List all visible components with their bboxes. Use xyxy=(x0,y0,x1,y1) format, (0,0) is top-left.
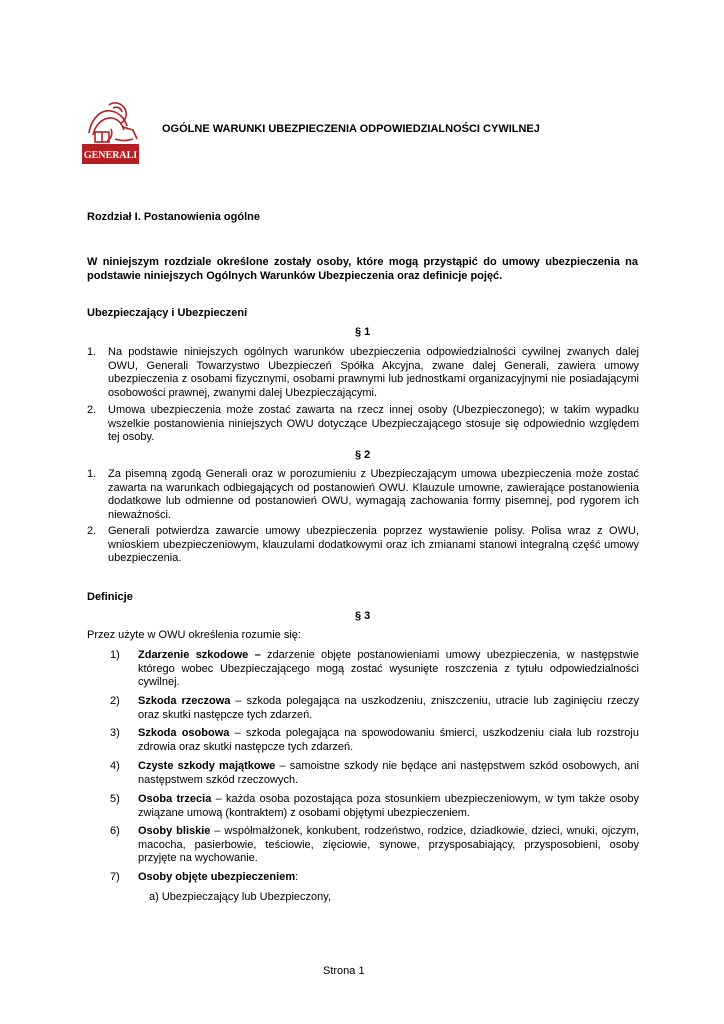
definition-term: Czyste szkody majątkowe xyxy=(138,760,276,772)
definition-item: 4) Czyste szkody majątkowe – samoistne szkody nie będące ani następstwem szkód osobowych, ani następstwem szkód rzeczowych. xyxy=(110,760,639,786)
list-item: 1. Za pisemną zgodą Generali oraz w porozumieniu z Ubezpieczającym umowa ubezpieczenia może zostać zawarta na warunkach odbiegających od postanowień OWU. Klauzule umowne, zawierające postanowienia dodatkowe lub odmienne od postanowień OWU, wymagają zachowania formy pisemnej, pod rygorem ich nieważności. xyxy=(87,468,639,521)
paragraph-mark-3: § 3 xyxy=(355,610,371,622)
generali-logo xyxy=(81,99,140,165)
definition-term: Zdarzenie szkodowe – xyxy=(138,649,261,661)
definition-item: 5) Osoba trzecia – każda osoba pozostająca poza stosunkiem ubezpieczeniowym, w tym także osoby związane umową (kontraktem) z osobami objętymi ubezpieczeniem. xyxy=(110,793,640,819)
definition-item: 1) Zdarzenie szkodowe – zdarzenie objęte postanowieniami umowy ubezpieczenia, w następstwie którego wobec Ubezpieczającego mogą zostać wysunięte roszczenia z tytułu odpowiedzialności cywilnej. xyxy=(110,649,639,688)
definition-item: 7) Osoby objęte ubezpieczeniem: xyxy=(110,871,299,883)
list-item: 2. Umowa ubezpieczenia może zostać zawarta na rzecz innej osoby (Ubezpieczonego); w takim wypadku wszelkie postanowienia niniejszych OWU dotyczące Ubezpieczającego stosuje się odpowiednio względem tej osoby. xyxy=(87,404,639,443)
paragraph-mark-1: § 1 xyxy=(355,326,371,338)
lion-icon xyxy=(81,99,140,165)
page-number: Strona 1 xyxy=(323,965,365,977)
definition-item: 3) Szkoda osobowa – szkoda polegająca na spowodowaniu śmierci, uszkodzeniu ciała lub rozstroju zdrowia oraz skutki następcze tych zdarzeń. xyxy=(110,727,639,753)
definition-term: Osoba trzecia xyxy=(138,793,212,805)
logo-wordmark: GENERALI xyxy=(83,150,138,161)
definitions-lead: Przez użyte w OWU określenia rozumie się: xyxy=(87,629,301,641)
definition-term: Szkoda rzeczowa xyxy=(138,695,231,707)
section-heading-insured: Ubezpieczający i Ubezpieczeni xyxy=(87,307,248,319)
definition-item: 6) Osoby bliskie – współmałżonek, konkubent, rodzeństwo, rodzice, dziadkowie, dzieci, wnuki, ojczym, macocha, pasierbowie, teściowie, zięciowie, synowe, przysposabiający, przysposobieni, osoby przyjęte na wychowanie. xyxy=(110,825,640,864)
chapter-intro: W niniejszym rozdziale określone zostały osoby, które mogą przystąpić do umowy ubezpieczenia na podstawie niniejszych Ogólnych Warunków Ubezpieczenia oraz definicje pojęć. xyxy=(87,256,638,282)
document-title: OGÓLNE WARUNKI UBEZPIECZENIA ODPOWIEDZIALNOŚCI CYWILNEJ xyxy=(162,123,540,135)
paragraph-mark-2: § 2 xyxy=(355,449,371,461)
definition-subitem: a) Ubezpieczający lub Ubezpieczony, xyxy=(149,891,331,903)
list-item: 2. Generali potwierdza zawarcie umowy ubezpieczenia poprzez wystawienie polisy. Polisa wraz z OWU, wnioskiem ubezpieczeniowym, klauzulami dodatkowymi oraz ich zmianami stanowi integralną część umowy ubezpieczenia. xyxy=(87,525,639,564)
definition-item: 2) Szkoda rzeczowa – szkoda polegająca na uszkodzeniu, zniszczeniu, utracie lub zaginięciu rzeczy oraz skutki następcze tych zdarzeń. xyxy=(110,695,639,721)
definition-term: Osoby objęte ubezpieczeniem xyxy=(138,871,296,883)
definition-term: Szkoda osobowa xyxy=(138,727,230,739)
chapter-title: Rozdział I. Postanowienia ogólne xyxy=(87,211,260,223)
list-item: 1. Na podstawie niniejszych ogólnych warunków ubezpieczenia odpowiedzialności cywilnej zwanych dalej OWU, Generali Towarzystwo Ubezpieczeń Spółka Akcyjna, zwane dalej Generali, zawiera umowy ubezpieczenia z osobami fizycznymi, osobami prawnymi lub jednostkami organizacyjnymi nie posiadającymi osobowości prawnej, zwanymi dalej Ubezpieczającymi. xyxy=(87,346,639,399)
definition-term: Osoby bliskie xyxy=(138,825,211,837)
section-heading-definitions: Definicje xyxy=(87,591,133,603)
